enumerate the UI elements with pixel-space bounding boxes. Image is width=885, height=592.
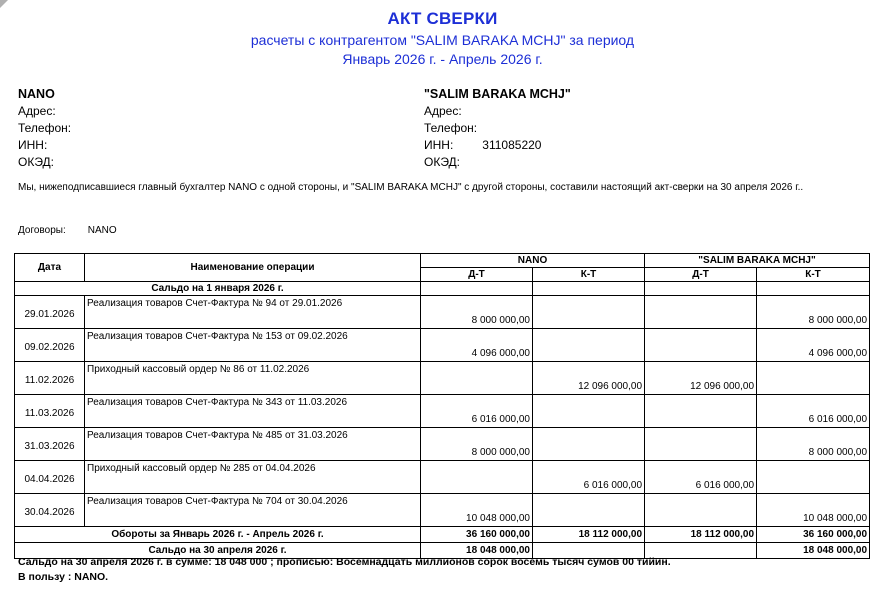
party-right-block bbox=[424, 86, 571, 171]
row-credit-party2 bbox=[757, 362, 870, 395]
row-date: 09.02.2026 bbox=[15, 329, 85, 362]
document-title: АКТ СВЕРКИ bbox=[387, 9, 498, 28]
table-row bbox=[15, 362, 870, 395]
party-left-inn-label: ИНН: bbox=[18, 138, 48, 152]
col-header-debit-1: Д-Т bbox=[421, 268, 533, 282]
contracts-label: Договоры: bbox=[18, 225, 66, 236]
opening-d2 bbox=[645, 282, 757, 296]
document-subtitle: расчеты с контрагентом "SALIM BARAKA MCHJ" за период bbox=[250, 32, 635, 48]
contracts-line bbox=[18, 225, 117, 236]
party-right-inn-value: 311085220 bbox=[482, 138, 542, 152]
row-debit-party1: 10 048 000,00 bbox=[421, 494, 533, 527]
table-row bbox=[15, 329, 870, 362]
row-credit-party1 bbox=[533, 296, 645, 329]
reconciliation-table bbox=[14, 253, 870, 559]
footer-balance-line: Сальдо на 30 апреля 2026 г. в сумме: 18 048 000 ; прописью: Восемнадцать миллионов сорок восемь тысяч сумов 00 тийин. bbox=[18, 556, 671, 568]
row-operation: Реализация товаров Счет-Фактура № 153 от 09.02.2026 bbox=[85, 329, 421, 362]
row-debit-party2: 12 096 000,00 bbox=[645, 362, 757, 395]
opening-balance-row bbox=[15, 282, 870, 296]
row-credit-party2: 6 016 000,00 bbox=[757, 395, 870, 428]
party-right-phone: Телефон: bbox=[424, 121, 478, 135]
party-left-phone: Телефон: bbox=[18, 121, 72, 135]
party-left-okpo: ОКЭД: bbox=[18, 155, 55, 169]
party-right-inn bbox=[424, 137, 571, 154]
col-header-credit-2: К-Т bbox=[757, 268, 870, 282]
row-debit-party1: 8 000 000,00 bbox=[421, 428, 533, 461]
table-row bbox=[15, 395, 870, 428]
table-row bbox=[15, 461, 870, 494]
intro-text: Мы, нижеподписавшиеся главный бухгалтер NANO с одной стороны, и "SALIM BARAKA MCHJ" с другой стороны, составили настоящий акт-сверки на 30 апреля 2026 г.. bbox=[18, 182, 804, 193]
row-credit-party1: 6 016 000,00 bbox=[533, 461, 645, 494]
row-credit-party1 bbox=[533, 494, 645, 527]
closing-d1: 18 048 000,00 bbox=[421, 543, 533, 559]
table-row bbox=[15, 494, 870, 527]
row-operation: Реализация товаров Счет-Фактура № 343 от 11.03.2026 bbox=[85, 395, 421, 428]
col-header-date: Дата bbox=[15, 254, 85, 282]
row-credit-party2 bbox=[757, 461, 870, 494]
row-operation: Реализация товаров Счет-Фактура № 485 от 31.03.2026 bbox=[85, 428, 421, 461]
footer-in-favor-line: В пользу : NANO. bbox=[18, 571, 109, 583]
row-debit-party1: 6 016 000,00 bbox=[421, 395, 533, 428]
turnover-d2: 18 112 000,00 bbox=[645, 527, 757, 543]
row-credit-party1 bbox=[533, 428, 645, 461]
turnover-label: Обороты за Январь 2026 г. - Апрель 2026 г. bbox=[15, 527, 421, 543]
row-debit-party2 bbox=[645, 428, 757, 461]
row-operation: Реализация товаров Счет-Фактура № 94 от 29.01.2026 bbox=[85, 296, 421, 329]
row-date: 30.04.2026 bbox=[15, 494, 85, 527]
opening-k2 bbox=[757, 282, 870, 296]
col-header-party1: NANO bbox=[421, 254, 645, 268]
party-left-inn bbox=[18, 137, 71, 154]
row-debit-party2: 6 016 000,00 bbox=[645, 461, 757, 494]
party-left-block bbox=[18, 86, 71, 171]
footer-summary bbox=[18, 555, 671, 585]
row-debit-party2 bbox=[645, 395, 757, 428]
opening-balance-label: Сальдо на 1 января 2026 г. bbox=[15, 282, 421, 296]
party-left-address: Адрес: bbox=[18, 104, 56, 118]
closing-balance-label: Сальдо на 30 апреля 2026 г. bbox=[15, 543, 421, 559]
row-operation: Приходный кассовый ордер № 86 от 11.02.2026 bbox=[85, 362, 421, 395]
turnover-d1: 36 160 000,00 bbox=[421, 527, 533, 543]
row-date: 11.02.2026 bbox=[15, 362, 85, 395]
row-operation: Реализация товаров Счет-Фактура № 704 от 30.04.2026 bbox=[85, 494, 421, 527]
page-corner-mark bbox=[0, 0, 8, 8]
row-debit-party2 bbox=[645, 329, 757, 362]
party-right-address: Адрес: bbox=[424, 104, 462, 118]
row-date: 11.03.2026 bbox=[15, 395, 85, 428]
opening-d1 bbox=[421, 282, 533, 296]
party-right-okpo: ОКЭД: bbox=[424, 155, 461, 169]
turnover-row bbox=[15, 527, 870, 543]
table-row bbox=[15, 296, 870, 329]
row-date: 04.04.2026 bbox=[15, 461, 85, 494]
turnover-k1: 18 112 000,00 bbox=[533, 527, 645, 543]
col-header-operation: Наименование операции bbox=[85, 254, 421, 282]
row-credit-party1 bbox=[533, 329, 645, 362]
row-debit-party2 bbox=[645, 494, 757, 527]
closing-k2: 18 048 000,00 bbox=[757, 543, 870, 559]
row-date: 31.03.2026 bbox=[15, 428, 85, 461]
row-credit-party2: 10 048 000,00 bbox=[757, 494, 870, 527]
row-debit-party1: 4 096 000,00 bbox=[421, 329, 533, 362]
document-period: Январь 2026 г. - Апрель 2026 г. bbox=[342, 51, 543, 67]
table-row bbox=[15, 428, 870, 461]
col-header-credit-1: К-Т bbox=[533, 268, 645, 282]
turnover-k2: 36 160 000,00 bbox=[757, 527, 870, 543]
row-debit-party1: 8 000 000,00 bbox=[421, 296, 533, 329]
row-debit-party1 bbox=[421, 461, 533, 494]
opening-k1 bbox=[533, 282, 645, 296]
party-left-name: NANO bbox=[18, 87, 55, 101]
party-right-inn-label: ИНН: bbox=[424, 138, 454, 152]
row-credit-party2: 8 000 000,00 bbox=[757, 428, 870, 461]
row-operation: Приходный кассовый ордер № 285 от 04.04.2026 bbox=[85, 461, 421, 494]
row-credit-party1 bbox=[533, 395, 645, 428]
row-debit-party1 bbox=[421, 362, 533, 395]
col-header-party2: "SALIM BARAKA MCHJ" bbox=[645, 254, 870, 268]
row-date: 29.01.2026 bbox=[15, 296, 85, 329]
col-header-debit-2: Д-Т bbox=[645, 268, 757, 282]
contracts-value: NANO bbox=[87, 225, 117, 236]
row-credit-party2: 4 096 000,00 bbox=[757, 329, 870, 362]
row-credit-party2: 8 000 000,00 bbox=[757, 296, 870, 329]
row-credit-party1: 12 096 000,00 bbox=[533, 362, 645, 395]
row-debit-party2 bbox=[645, 296, 757, 329]
party-right-name: "SALIM BARAKA MCHJ" bbox=[424, 87, 571, 101]
